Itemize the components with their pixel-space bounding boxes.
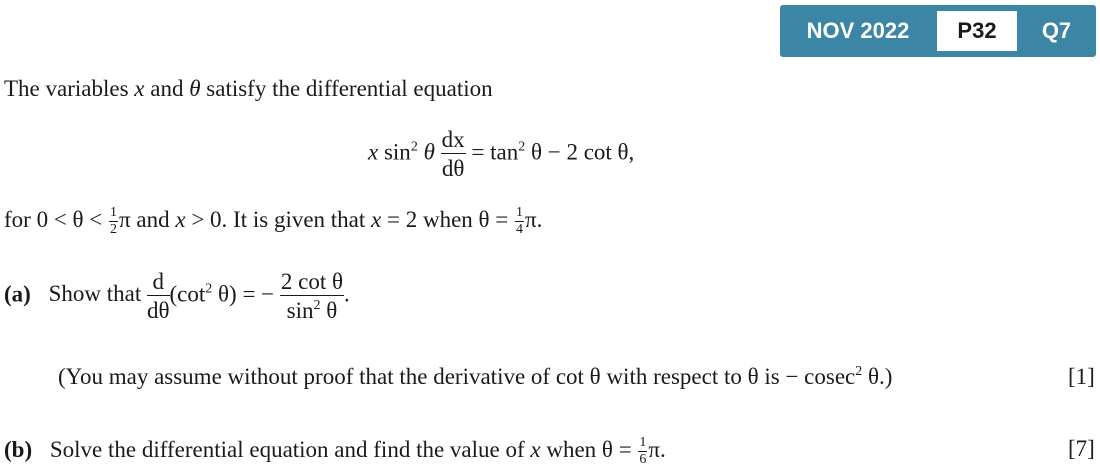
condition-text: for 0 < θ < $\frac{1}{2}$ π and x > 0. It is given that x = 2 when θ = $\frac{1}{4}$ π. — [4, 205, 543, 237]
intro-text: The variables x and θ satisfy the differential equation — [4, 76, 493, 101]
part-b-label: (b) — [4, 436, 33, 462]
result-fraction: $\frac{\text{2 cot θ}}{\sin^2 \theta}$ — [280, 269, 344, 323]
part-b-marks: [7] — [1068, 436, 1095, 461]
differential-equation: x $\sin^2 \theta$ $\frac{dx}{d\theta}$ = $\tan^2 \theta - 2$ cot θ, — [368, 127, 635, 181]
part-b-statement: (b) Solve the differential equation and find the value of x when θ = $\frac{1}{6}$ π. — [4, 435, 666, 467]
question-label: Q7 — [1041, 18, 1072, 43]
part-a-marks: [1] — [1068, 364, 1095, 389]
session-label: NOV 2022 — [806, 18, 910, 43]
d-dtheta-operator: $\frac{d}{d\theta}$ — [146, 269, 170, 323]
question-reference-badge — [780, 5, 1096, 57]
part-a-statement: (a) Show that $\frac{d}{d\theta}$ ($\cot^2$ θ) = − $\frac{\text{2 cot θ}}{\sin^2 \theta}$ . — [4, 269, 350, 323]
paper-label: P32 — [937, 11, 1017, 51]
dx-dtheta-fraction: $\frac{dx}{d\theta}$ — [441, 127, 465, 181]
part-a-note: (You may assume without proof that the derivative of cot θ with respect to θ is − cosec$^2$ θ.) — [58, 364, 893, 389]
part-a-label: (a) — [4, 281, 31, 307]
